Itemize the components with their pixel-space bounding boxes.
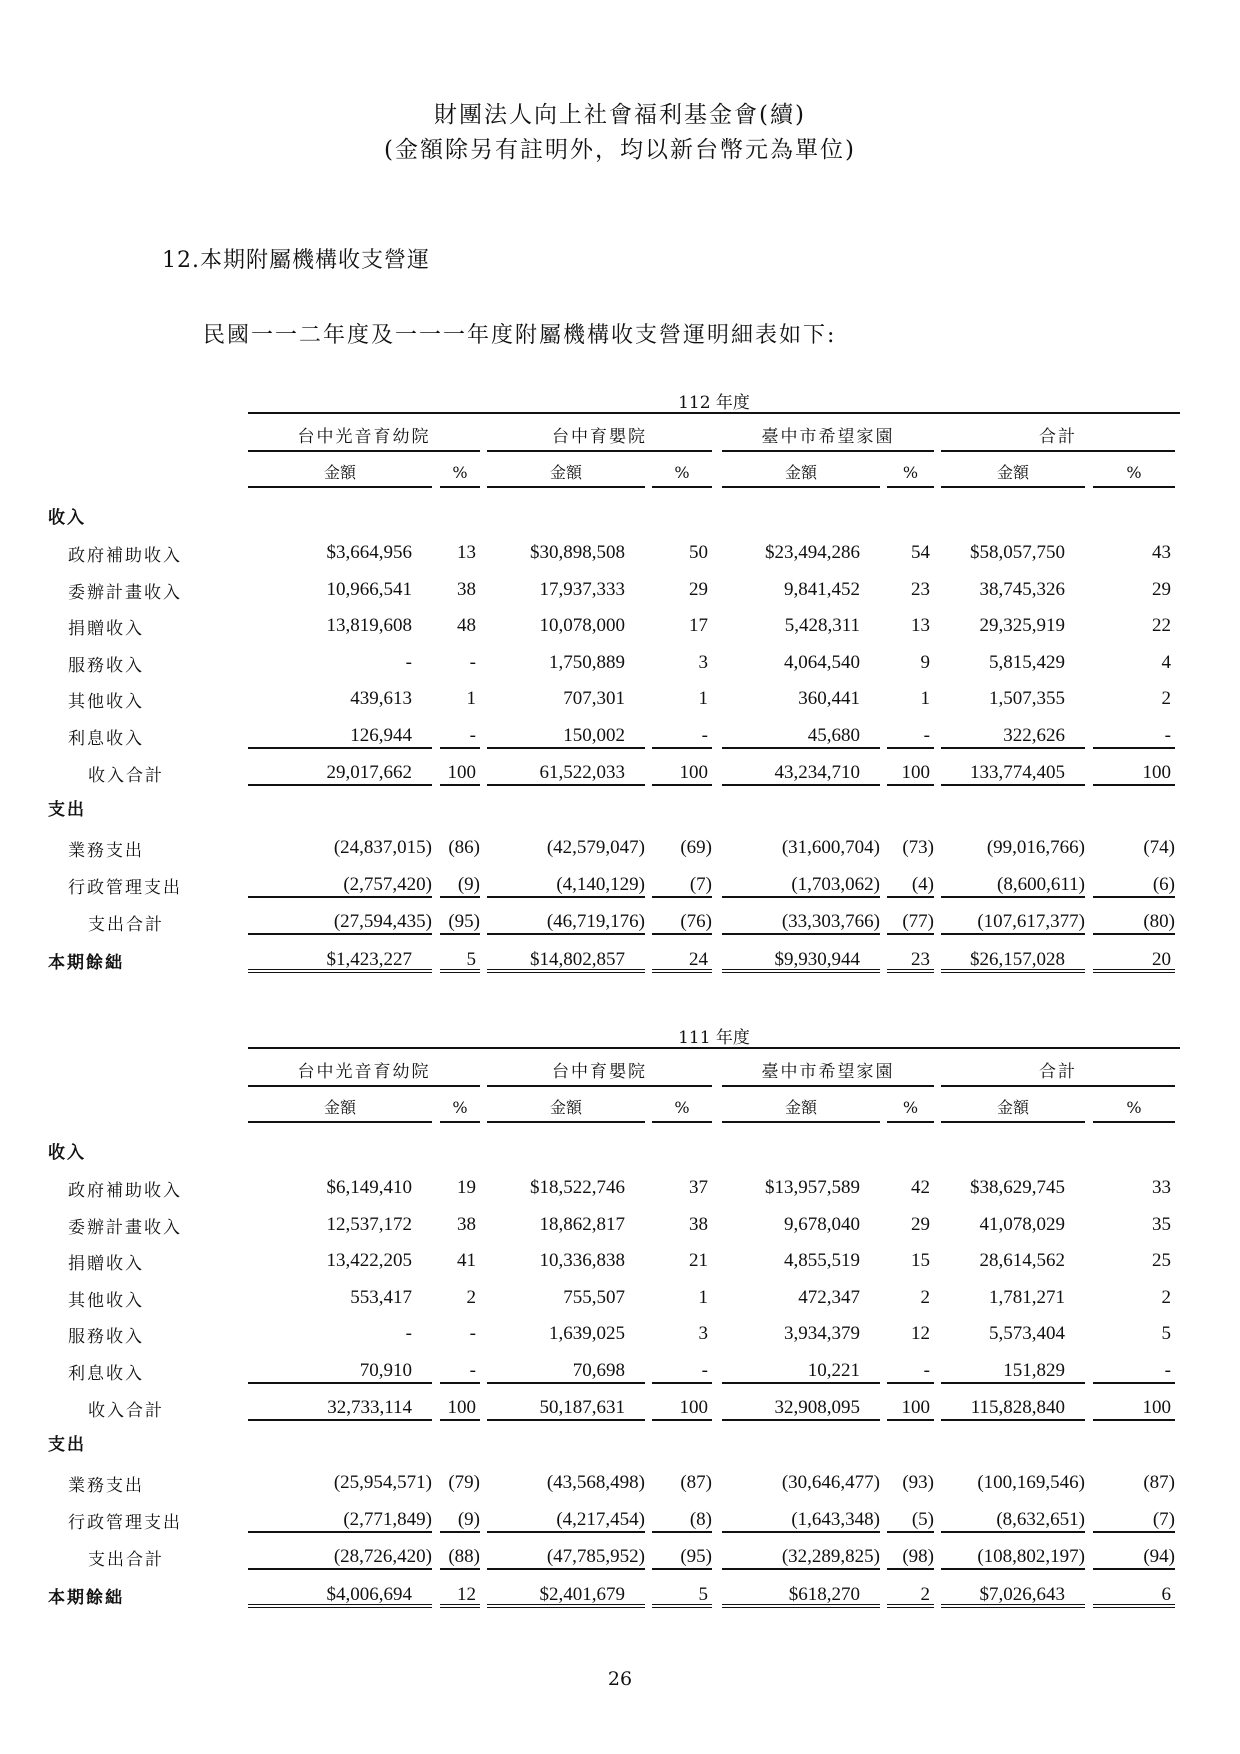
amount-cell: (43,568,498) bbox=[546, 1472, 645, 1493]
row-label: 收入合計 bbox=[88, 1401, 164, 1421]
row-label: 服務收入 bbox=[68, 1327, 144, 1347]
percent-cell: (98) bbox=[887, 1544, 934, 1570]
amount-cell: 61,522,033 bbox=[487, 760, 645, 786]
amount-cell: 50,187,631 bbox=[487, 1395, 645, 1421]
percent-cell: 43 bbox=[1152, 542, 1171, 563]
table-row bbox=[0, 538, 1240, 568]
amount-column-header: 金額 bbox=[487, 460, 645, 488]
amount-cell: 553,417 bbox=[350, 1287, 412, 1308]
row-label: 其他收入 bbox=[68, 1291, 144, 1311]
amount-cell: 17,937,333 bbox=[539, 579, 625, 600]
amount-cell: (8,632,651) bbox=[941, 1507, 1085, 1533]
amount-cell: 150,002 bbox=[487, 723, 645, 749]
income-section-heading: 收入 bbox=[48, 508, 86, 528]
amount-cell: (24,837,015) bbox=[333, 837, 432, 858]
fiscal-year-label: 111 年度 bbox=[678, 1028, 750, 1048]
percent-cell: - bbox=[887, 1358, 934, 1384]
percent-cell: (95) bbox=[440, 909, 480, 935]
percent-cell: (4) bbox=[887, 872, 934, 898]
row-label: 本期餘絀 bbox=[48, 953, 124, 973]
amount-cell: 4,855,519 bbox=[784, 1250, 860, 1271]
column-group-header: 合計 bbox=[941, 1059, 1175, 1087]
amount-cell: (4,217,454) bbox=[487, 1507, 645, 1533]
percent-cell: - bbox=[469, 652, 476, 673]
amount-cell: 38,745,326 bbox=[979, 579, 1065, 600]
expense-section-heading: 支出 bbox=[48, 800, 86, 820]
amount-cell: 41,078,029 bbox=[979, 1214, 1065, 1235]
percent-cell: (69) bbox=[680, 837, 712, 858]
table-top-rule bbox=[248, 412, 1180, 414]
percent-cell: 2 bbox=[466, 1287, 476, 1308]
amount-cell: $14,802,857 bbox=[487, 947, 645, 973]
percent-cell: 5 bbox=[1161, 1323, 1171, 1344]
percent-cell: (7) bbox=[1093, 1507, 1175, 1533]
amount-cell: 9,678,040 bbox=[784, 1214, 860, 1235]
amount-cell: (46,719,176) bbox=[487, 909, 645, 935]
amount-cell: 1,507,355 bbox=[989, 688, 1065, 709]
amount-cell: $618,270 bbox=[722, 1582, 880, 1608]
row-label: 行政管理支出 bbox=[68, 1513, 182, 1533]
percent-cell: 15 bbox=[911, 1250, 930, 1271]
row-label: 利息收入 bbox=[68, 729, 144, 749]
percent-cell: (9) bbox=[440, 1507, 480, 1533]
percent-cell: (80) bbox=[1093, 909, 1175, 935]
amount-cell: 32,733,114 bbox=[248, 1395, 432, 1421]
amount-cell: 707,301 bbox=[563, 688, 625, 709]
amount-cell: 5,428,311 bbox=[784, 615, 860, 636]
amount-cell: 10,966,541 bbox=[326, 579, 412, 600]
amount-cell: (2,757,420) bbox=[248, 872, 432, 898]
amount-column-header: 金額 bbox=[722, 1095, 880, 1123]
amount-cell: 29,017,662 bbox=[248, 760, 432, 786]
column-group-header: 台中育嬰院 bbox=[487, 424, 712, 452]
percent-cell: 13 bbox=[457, 542, 476, 563]
percent-cell: (73) bbox=[902, 837, 934, 858]
percent-cell: - bbox=[652, 1358, 712, 1384]
amount-column-header: 金額 bbox=[487, 1095, 645, 1123]
amount-cell: 3,934,379 bbox=[784, 1323, 860, 1344]
amount-cell: (32,289,825) bbox=[722, 1544, 880, 1570]
row-label: 政府補助收入 bbox=[68, 546, 182, 566]
percent-cell: (9) bbox=[440, 872, 480, 898]
table-top-rule bbox=[248, 1047, 1180, 1049]
percent-cell: (93) bbox=[902, 1472, 934, 1493]
column-group-header: 台中光音育幼院 bbox=[248, 424, 480, 452]
percent-cell: 100 bbox=[440, 760, 480, 786]
amount-cell: (4,140,129) bbox=[487, 872, 645, 898]
amount-cell: 43,234,710 bbox=[722, 760, 880, 786]
table-row bbox=[0, 1173, 1240, 1203]
amount-cell: (99,016,766) bbox=[986, 837, 1085, 858]
percent-cell: 35 bbox=[1152, 1214, 1171, 1235]
amount-cell: $7,026,643 bbox=[941, 1582, 1085, 1608]
row-label: 捐贈收入 bbox=[68, 1254, 144, 1274]
percent-column-header: % bbox=[440, 460, 480, 488]
amount-cell: 1,750,889 bbox=[549, 652, 625, 673]
row-label: 委辦計畫收入 bbox=[68, 583, 182, 603]
percent-cell: 22 bbox=[1152, 615, 1171, 636]
row-label: 其他收入 bbox=[68, 692, 144, 712]
percent-cell: (86) bbox=[448, 837, 480, 858]
amount-cell: $30,898,508 bbox=[530, 542, 625, 563]
amount-cell: (100,169,546) bbox=[977, 1472, 1085, 1493]
table-row bbox=[0, 1356, 1240, 1386]
amount-cell: $1,423,227 bbox=[248, 947, 432, 973]
amount-cell: 4,064,540 bbox=[784, 652, 860, 673]
amount-cell: $4,006,694 bbox=[248, 1582, 432, 1608]
percent-cell: 13 bbox=[911, 615, 930, 636]
amount-column-header: 金額 bbox=[941, 1095, 1085, 1123]
percent-cell: 37 bbox=[689, 1177, 708, 1198]
percent-cell: 2 bbox=[887, 1582, 934, 1608]
percent-column-header: % bbox=[887, 1095, 934, 1123]
amount-cell: $6,149,410 bbox=[326, 1177, 412, 1198]
percent-cell: 42 bbox=[911, 1177, 930, 1198]
expense-section-heading: 支出 bbox=[48, 1435, 86, 1455]
amount-cell: (31,600,704) bbox=[781, 837, 880, 858]
column-group-header: 台中育嬰院 bbox=[487, 1059, 712, 1087]
percent-cell: 12 bbox=[911, 1323, 930, 1344]
amount-cell: 13,819,608 bbox=[326, 615, 412, 636]
percent-cell: 100 bbox=[440, 1395, 480, 1421]
amount-cell: 322,626 bbox=[941, 723, 1085, 749]
percent-cell: 38 bbox=[457, 579, 476, 600]
percent-cell: 20 bbox=[1093, 947, 1175, 973]
row-label: 業務支出 bbox=[68, 841, 144, 861]
table-row bbox=[0, 1210, 1240, 1240]
percent-cell: (87) bbox=[680, 1472, 712, 1493]
amount-cell: 5,815,429 bbox=[989, 652, 1065, 673]
amount-cell: (47,785,952) bbox=[487, 1544, 645, 1570]
percent-cell: - bbox=[887, 723, 934, 749]
amount-cell: 13,422,205 bbox=[326, 1250, 412, 1271]
percent-cell: 4 bbox=[1161, 652, 1171, 673]
percent-cell: - bbox=[652, 723, 712, 749]
amount-cell: 115,828,840 bbox=[941, 1395, 1085, 1421]
percent-cell: (94) bbox=[1093, 1544, 1175, 1570]
percent-cell: 2 bbox=[1161, 688, 1171, 709]
percent-column-header: % bbox=[1093, 1095, 1175, 1123]
amount-cell: (30,646,477) bbox=[781, 1472, 880, 1493]
column-group-header: 台中光音育幼院 bbox=[248, 1059, 480, 1087]
amount-cell: (27,594,435) bbox=[248, 909, 432, 935]
percent-cell: (7) bbox=[652, 872, 712, 898]
row-label: 行政管理支出 bbox=[68, 878, 182, 898]
percent-column-header: % bbox=[652, 460, 712, 488]
amount-cell: 28,614,562 bbox=[979, 1250, 1065, 1271]
percent-cell: 2 bbox=[1161, 1287, 1171, 1308]
amount-cell: 151,829 bbox=[941, 1358, 1085, 1384]
amount-cell: $3,664,956 bbox=[326, 542, 412, 563]
percent-cell: 3 bbox=[698, 1323, 708, 1344]
amount-cell: 126,944 bbox=[248, 723, 432, 749]
amount-cell: $58,057,750 bbox=[970, 542, 1065, 563]
table-row bbox=[0, 684, 1240, 714]
section-intro: 民國一一二年度及一一一年度附屬機構收支營運明細表如下: bbox=[203, 323, 837, 348]
row-label: 本期餘絀 bbox=[48, 1588, 124, 1608]
percent-cell: 29 bbox=[689, 579, 708, 600]
percent-cell: 17 bbox=[689, 615, 708, 636]
income-expense-table-112 bbox=[0, 393, 1240, 1022]
amount-cell: 70,910 bbox=[248, 1358, 432, 1384]
amount-cell: (8,600,611) bbox=[941, 872, 1085, 898]
amount-column-header: 金額 bbox=[248, 460, 432, 488]
amount-cell: $9,930,944 bbox=[722, 947, 880, 973]
percent-cell: 2 bbox=[920, 1287, 930, 1308]
percent-cell: (88) bbox=[440, 1544, 480, 1570]
amount-column-header: 金額 bbox=[248, 1095, 432, 1123]
percent-cell: 1 bbox=[920, 688, 930, 709]
table-row bbox=[0, 907, 1240, 937]
amount-cell: 439,613 bbox=[350, 688, 412, 709]
percent-cell: - bbox=[1093, 723, 1175, 749]
percent-cell: (87) bbox=[1143, 1472, 1175, 1493]
amount-cell: 133,774,405 bbox=[941, 760, 1085, 786]
row-label: 服務收入 bbox=[68, 656, 144, 676]
percent-cell: 100 bbox=[652, 1395, 712, 1421]
percent-cell: 6 bbox=[1093, 1582, 1175, 1608]
amount-cell: $13,957,589 bbox=[765, 1177, 860, 1198]
section-heading: 12.本期附屬機構收支營運 bbox=[162, 248, 430, 273]
table-row bbox=[0, 870, 1240, 900]
table-row bbox=[0, 1468, 1240, 1498]
percent-cell: 24 bbox=[652, 947, 712, 973]
table-row bbox=[0, 1319, 1240, 1349]
percent-cell: 33 bbox=[1152, 1177, 1171, 1198]
amount-cell: 10,221 bbox=[722, 1358, 880, 1384]
amount-column-header: 金額 bbox=[941, 460, 1085, 488]
percent-cell: - bbox=[440, 1358, 480, 1384]
percent-cell: 50 bbox=[689, 542, 708, 563]
column-group-header: 合計 bbox=[941, 424, 1175, 452]
table-row bbox=[0, 575, 1240, 605]
percent-cell: 100 bbox=[887, 760, 934, 786]
amount-cell: (107,617,377) bbox=[941, 909, 1085, 935]
amount-cell: $38,629,745 bbox=[970, 1177, 1065, 1198]
amount-cell: $23,494,286 bbox=[765, 542, 860, 563]
percent-cell: 9 bbox=[920, 652, 930, 673]
amount-cell: 1,639,025 bbox=[549, 1323, 625, 1344]
amount-cell: 32,908,095 bbox=[722, 1395, 880, 1421]
table-row bbox=[0, 611, 1240, 641]
percent-cell: 38 bbox=[689, 1214, 708, 1235]
percent-cell: - bbox=[1093, 1358, 1175, 1384]
row-label: 支出合計 bbox=[88, 915, 164, 935]
percent-cell: 1 bbox=[698, 1287, 708, 1308]
fiscal-year-label: 112 年度 bbox=[678, 393, 750, 413]
income-expense-table-111 bbox=[0, 1028, 1240, 1657]
row-label: 政府補助收入 bbox=[68, 1181, 182, 1201]
amount-cell: 18,862,817 bbox=[539, 1214, 625, 1235]
amount-cell: (33,303,766) bbox=[722, 909, 880, 935]
amount-cell: 10,336,838 bbox=[539, 1250, 625, 1271]
amount-cell: (42,579,047) bbox=[546, 837, 645, 858]
row-label: 業務支出 bbox=[68, 1476, 144, 1496]
amount-cell: (25,954,571) bbox=[333, 1472, 432, 1493]
percent-cell: 1 bbox=[698, 688, 708, 709]
row-label: 支出合計 bbox=[88, 1550, 164, 1570]
amount-cell: (1,643,348) bbox=[722, 1507, 880, 1533]
amount-cell: 472,347 bbox=[798, 1287, 860, 1308]
percent-cell: (8) bbox=[652, 1507, 712, 1533]
percent-cell: (76) bbox=[652, 909, 712, 935]
percent-cell: (6) bbox=[1093, 872, 1175, 898]
amount-cell: 5,573,404 bbox=[989, 1323, 1065, 1344]
column-group-header: 臺中市希望家園 bbox=[722, 424, 934, 452]
percent-cell: 54 bbox=[911, 542, 930, 563]
amount-cell: 29,325,919 bbox=[979, 615, 1065, 636]
percent-cell: 3 bbox=[698, 652, 708, 673]
percent-cell: 100 bbox=[887, 1395, 934, 1421]
percent-cell: (77) bbox=[887, 909, 934, 935]
table-row bbox=[0, 1283, 1240, 1313]
amount-cell: 9,841,452 bbox=[784, 579, 860, 600]
document-title: 財團法人向上社會福利基金會(續) bbox=[434, 102, 806, 128]
amount-column-header: 金額 bbox=[722, 460, 880, 488]
percent-cell: 19 bbox=[457, 1177, 476, 1198]
amount-cell: 755,507 bbox=[563, 1287, 625, 1308]
table-row bbox=[0, 1580, 1240, 1610]
percent-cell: 23 bbox=[911, 579, 930, 600]
amount-cell: $2,401,679 bbox=[487, 1582, 645, 1608]
row-label: 利息收入 bbox=[68, 1364, 144, 1384]
percent-cell: 29 bbox=[1152, 579, 1171, 600]
table-row bbox=[0, 945, 1240, 975]
percent-cell: (79) bbox=[448, 1472, 480, 1493]
percent-cell: (95) bbox=[652, 1544, 712, 1570]
table-row bbox=[0, 758, 1240, 788]
row-label: 收入合計 bbox=[88, 766, 164, 786]
table-row bbox=[0, 1246, 1240, 1276]
percent-cell: 5 bbox=[652, 1582, 712, 1608]
percent-cell: 25 bbox=[1152, 1250, 1171, 1271]
amount-cell: $26,157,028 bbox=[941, 947, 1085, 973]
percent-cell: 41 bbox=[457, 1250, 476, 1271]
percent-column-header: % bbox=[1093, 460, 1175, 488]
income-section-heading: 收入 bbox=[48, 1143, 86, 1163]
amount-cell: 12,537,172 bbox=[326, 1214, 412, 1235]
percent-column-header: % bbox=[887, 460, 934, 488]
percent-cell: 100 bbox=[1093, 760, 1175, 786]
percent-cell: 100 bbox=[1093, 1395, 1175, 1421]
amount-cell: 360,441 bbox=[798, 688, 860, 709]
percent-cell: - bbox=[440, 723, 480, 749]
percent-cell: - bbox=[469, 1323, 476, 1344]
table-row bbox=[0, 833, 1240, 863]
table-row bbox=[0, 1505, 1240, 1535]
amount-cell: 45,680 bbox=[722, 723, 880, 749]
amount-cell: - bbox=[405, 652, 412, 673]
percent-cell: 29 bbox=[911, 1214, 930, 1235]
percent-cell: 5 bbox=[440, 947, 480, 973]
percent-cell: 12 bbox=[440, 1582, 480, 1608]
table-row bbox=[0, 1542, 1240, 1572]
percent-column-header: % bbox=[652, 1095, 712, 1123]
percent-column-header: % bbox=[440, 1095, 480, 1123]
table-row bbox=[0, 648, 1240, 678]
percent-cell: 38 bbox=[457, 1214, 476, 1235]
amount-cell: 1,781,271 bbox=[989, 1287, 1065, 1308]
amount-cell: 70,698 bbox=[487, 1358, 645, 1384]
percent-cell: (74) bbox=[1143, 837, 1175, 858]
row-label: 委辦計畫收入 bbox=[68, 1218, 182, 1238]
amount-cell: (2,771,849) bbox=[248, 1507, 432, 1533]
amount-cell: - bbox=[405, 1323, 412, 1344]
percent-cell: 21 bbox=[689, 1250, 708, 1271]
row-label: 捐贈收入 bbox=[68, 619, 144, 639]
amount-cell: (28,726,420) bbox=[248, 1544, 432, 1570]
percent-cell: 23 bbox=[887, 947, 934, 973]
percent-cell: 48 bbox=[457, 615, 476, 636]
percent-cell: (5) bbox=[887, 1507, 934, 1533]
table-row bbox=[0, 1393, 1240, 1423]
document-subtitle: (金額除另有註明外，均以新台幣元為單位) bbox=[384, 137, 856, 163]
percent-cell: 100 bbox=[652, 760, 712, 786]
percent-cell: 1 bbox=[466, 688, 476, 709]
column-group-header: 臺中市希望家園 bbox=[722, 1059, 934, 1087]
amount-cell: (108,802,197) bbox=[941, 1544, 1085, 1570]
amount-cell: (1,703,062) bbox=[722, 872, 880, 898]
table-row bbox=[0, 721, 1240, 751]
amount-cell: $18,522,746 bbox=[530, 1177, 625, 1198]
page-number: 26 bbox=[607, 1668, 633, 1690]
amount-cell: 10,078,000 bbox=[539, 615, 625, 636]
